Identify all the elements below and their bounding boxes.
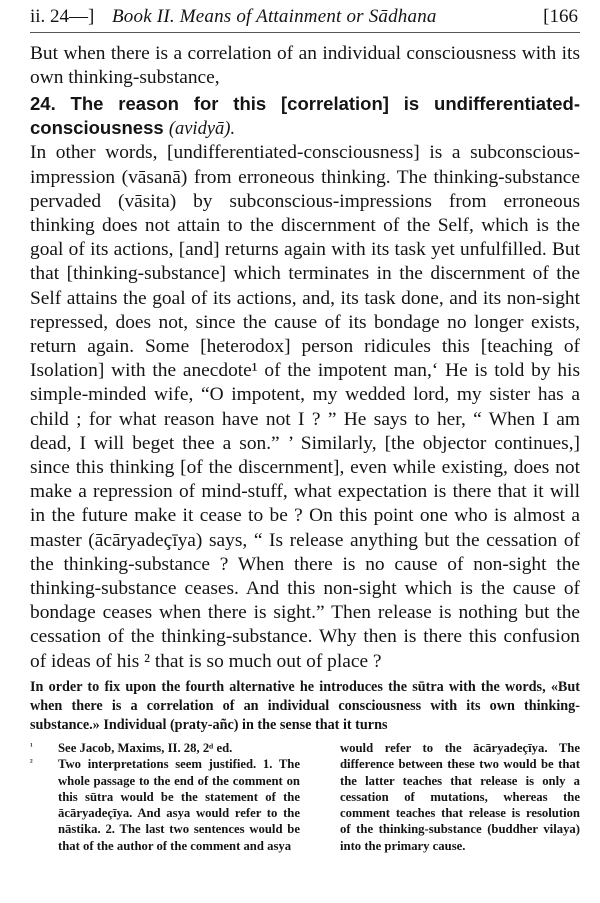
intro-paragraph: But when there is a correlation of an individual consciousness with its own thinking-substance, bbox=[30, 43, 580, 89]
sutra-term: (avidyā). bbox=[168, 119, 236, 140]
section-reference: ii. 24—] bbox=[30, 6, 95, 27]
main-text bbox=[30, 42, 580, 674]
footnotes-left-column bbox=[30, 740, 300, 854]
footnotes-right-column bbox=[340, 740, 580, 854]
footnote-1-marker: ¹ bbox=[30, 741, 33, 751]
sutra-heading bbox=[30, 92, 580, 141]
page-header bbox=[30, 4, 580, 33]
footnote-1-text: See Jacob, Maxims, II. 28, 2ᵈ ed. bbox=[58, 741, 233, 755]
footnote-2-marker: ² bbox=[30, 757, 33, 768]
footnote-2-continuation: would refer to the ācāryadeçīya. The difference between these two would be that the latter teaches that release is only a cessation of mutations, whereas the comment teaches that release is resolution of the thinking-substance (buddher vilaya) into the primary cause. bbox=[340, 741, 580, 853]
sutra-text: 24. The reason for this [correlation] is undifferentiated-consciousness bbox=[30, 93, 580, 139]
footnote-1 bbox=[30, 740, 300, 756]
sub-commentary bbox=[30, 678, 580, 734]
commentary-paragraph: In other words, [undifferentiated-consciousness] is a subconscious-impression (vāsanā) from erroneous thinking. The thinking-substance pervaded (vāsita) by subconscious-impressions from erroneous thinking does not attain to the discernment of the Self, which is the goal of its actions, [and] returns again with its task yet unfulfilled. But that [thinking-substance] which terminates in the discernment of the Self attains the goal of its actions, and, its task done, and its non-sight repressed, does not, since the cause of its bondage no longer exists, return again. Some [heterodox] person ridicules this [teaching of Isolation] with the anecdote¹ of the impotent man,‘ He is told by his simple-minded wife, “O impotent, my wedded lord, my sister has a child ; for what reason have not I ? ” He says to her, “ When I am dead, I will beget thee a son.” ’ Similarly, [the objector continues,] since this thinking [of the discernment], even while existing, does not make a repression of mind-stuff, what expectation is there that it will in the future make it cease to be ? On this point one who is almost a master (ācāryadeçīya) says, “ Is release anything but the cessation of the thinking-substance ? When there is no cause of non-sight the thinking-substance ceases. And this non-sight which is the cause of bondage ceases when there is sight.” Then release is nothing but the cessation of the thinking-substance. Why then is there this confusion of ideas of his ² that is so much out of place ? bbox=[30, 142, 580, 672]
running-title: Book II. Means of Attainment or Sādhana bbox=[112, 6, 437, 27]
page-number: [166 bbox=[543, 6, 578, 27]
footnote-2-text: Two interpretations seem justified. 1. The whole passage to the end of the comment on this sūtra would be the statement of the ācāryadeçīya. And asya would refer to the nāstika. 2. The last two sentences would be that of the author of the comment and asya bbox=[58, 757, 300, 853]
sub-commentary-text: In order to fix upon the fourth alternative he introduces the sūtra with the words, «But when there is a correlation of an individual consciousness with its own thinking-substance.» Individual (praty-añc) in the sense that it turns bbox=[30, 679, 580, 733]
footnote-2 bbox=[30, 756, 300, 854]
